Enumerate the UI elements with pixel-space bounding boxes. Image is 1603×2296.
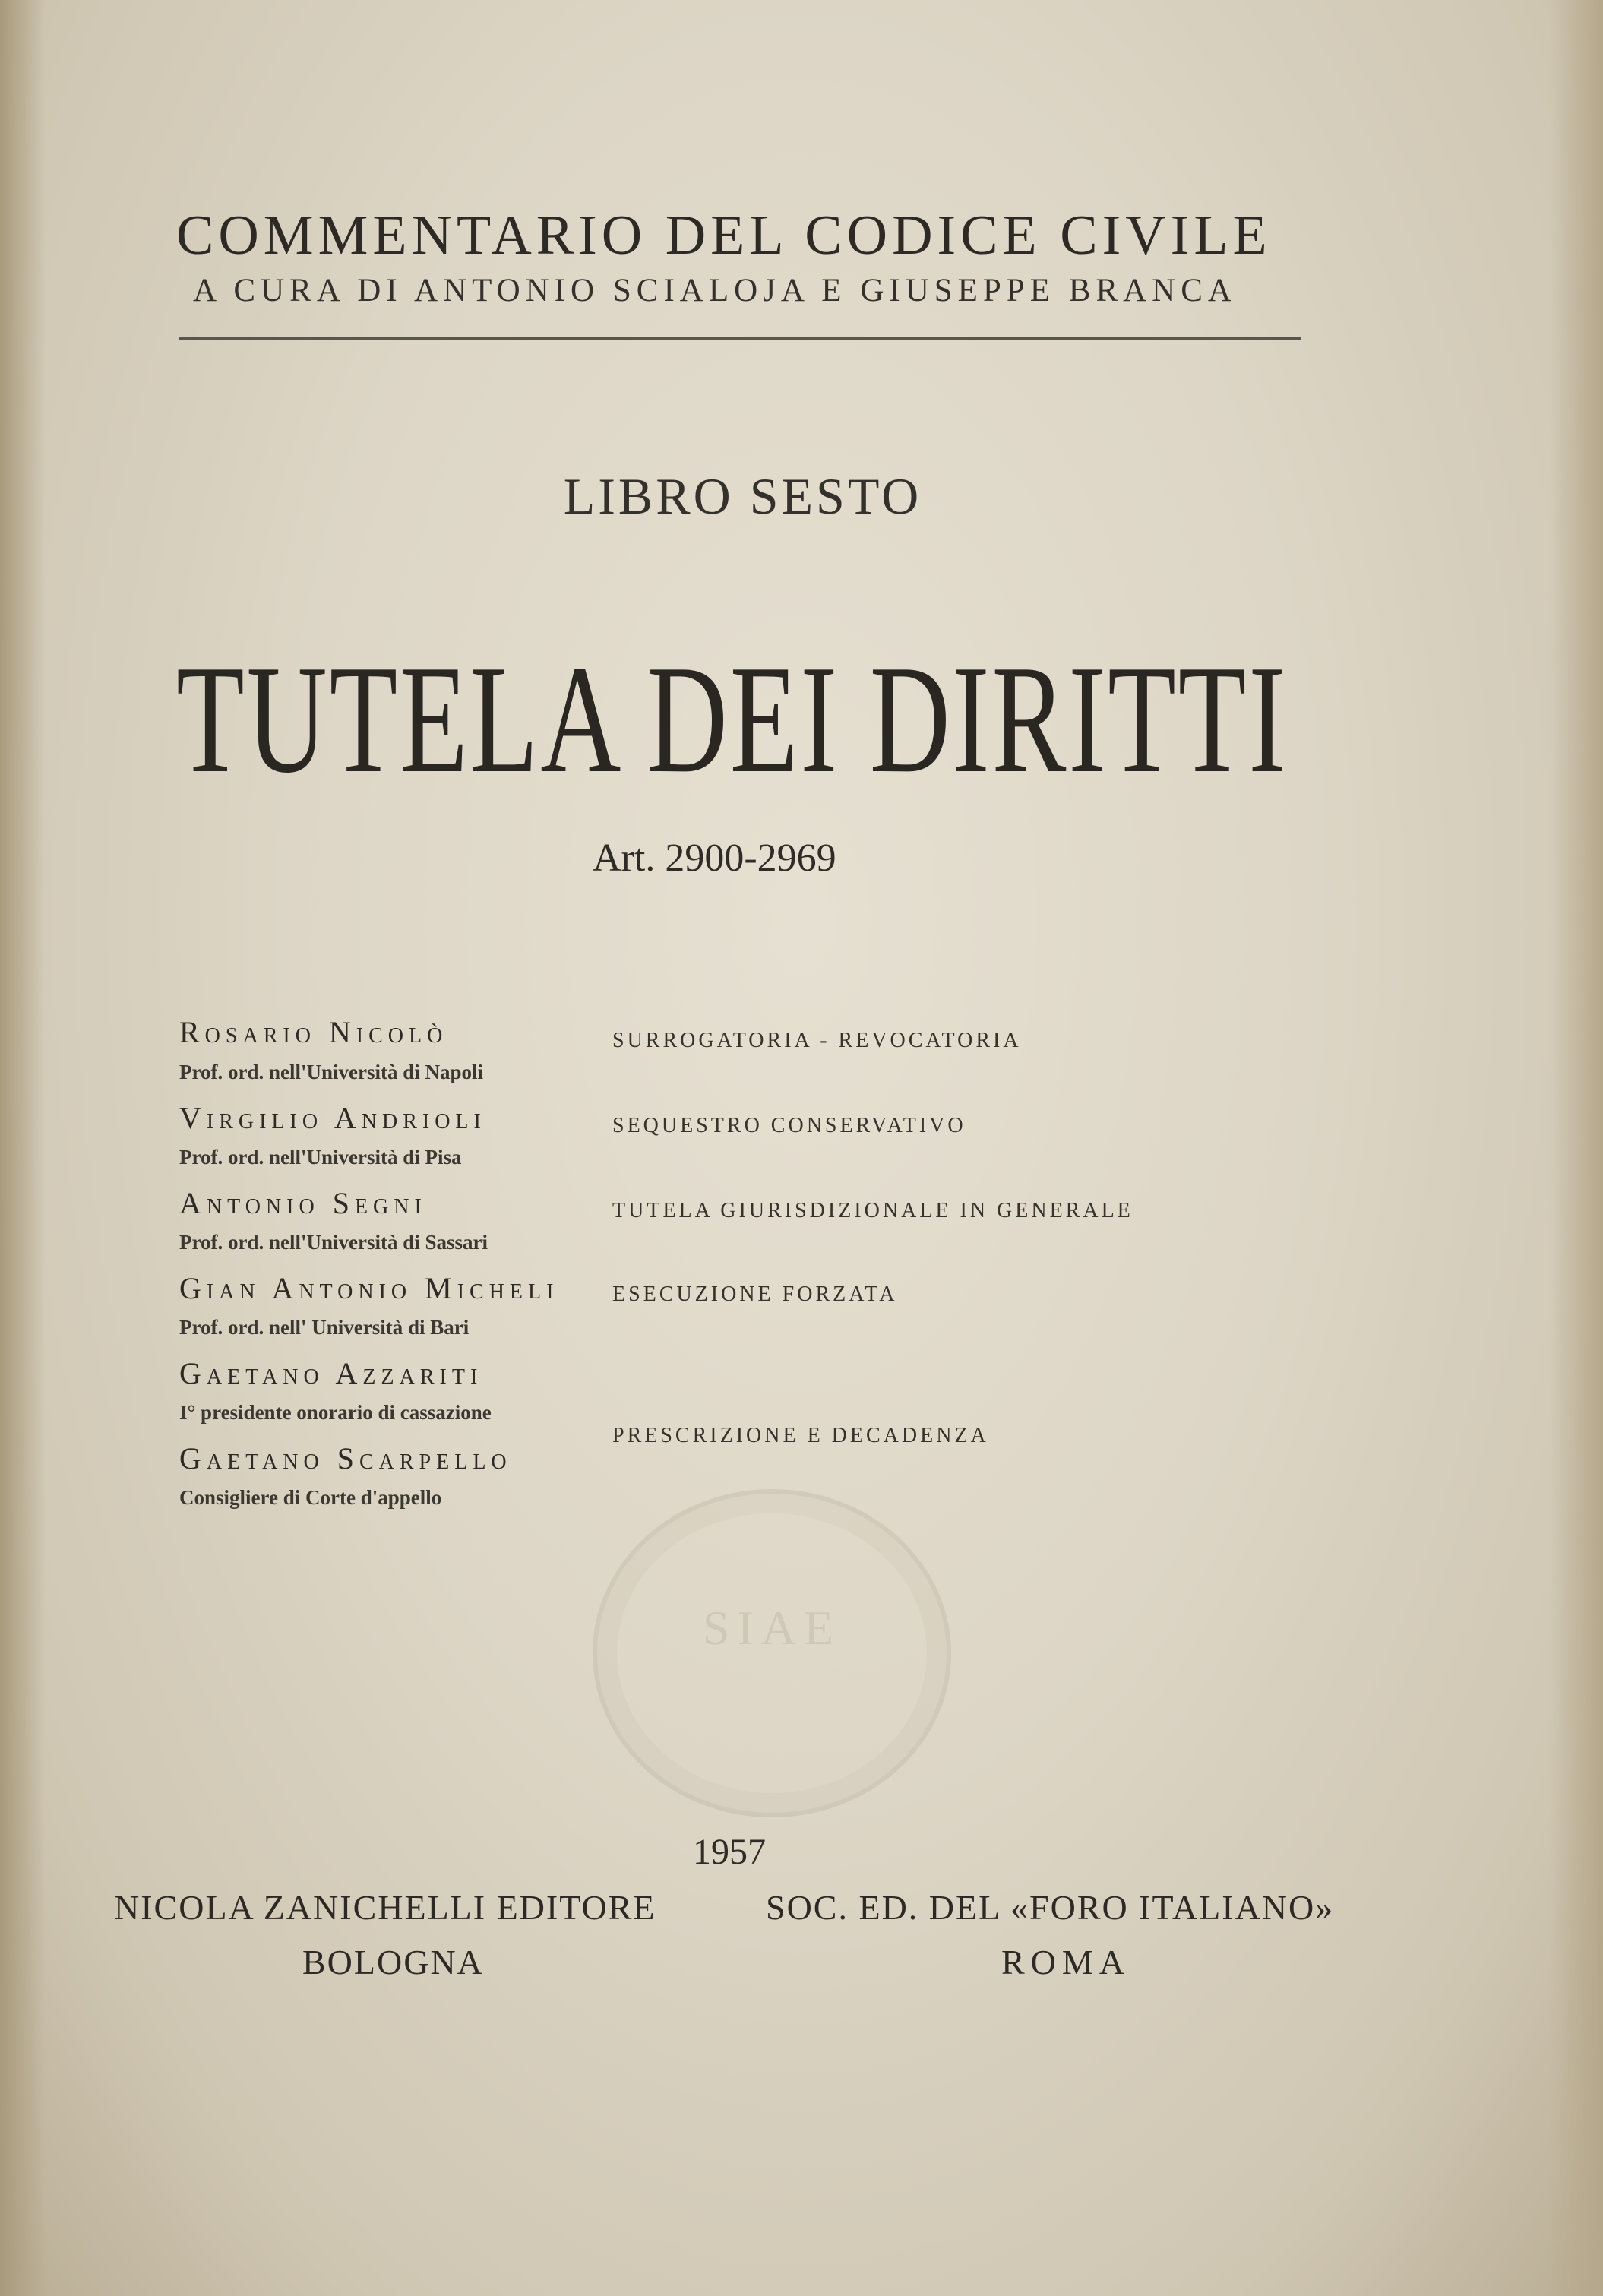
- author-name: Antonio Segni: [179, 1186, 427, 1220]
- publisher-left-city: BOLOGNA: [302, 1943, 484, 1981]
- publisher-right-name: SOC. ED. DEL «FORO ITALIANO»: [766, 1888, 1335, 1927]
- author-affiliation: Consigliere di Corte d'appello: [179, 1486, 442, 1509]
- book-label: LIBRO SESTO: [563, 467, 922, 525]
- author-affiliation: Prof. ord. nell'Università di Sassari: [179, 1231, 488, 1254]
- author-subject: ESECUZIONE FORZATA: [612, 1282, 898, 1306]
- shared-subject: PRESCRIZIONE E DECADENZA: [612, 1424, 989, 1447]
- publisher-right-city: ROMA: [1001, 1943, 1131, 1981]
- author-subject: TUTELA GIURISDIZIONALE IN GENERALE: [612, 1199, 1133, 1222]
- author-name: Gaetano Scarpello: [179, 1441, 512, 1475]
- author-subject: SEQUESTRO CONSERVATIVO: [612, 1114, 966, 1137]
- author-name: Gian Antonio Micheli: [179, 1271, 559, 1305]
- header-divider: [179, 337, 1301, 340]
- article-range: Art. 2900-2969: [593, 836, 836, 880]
- author-name: Rosario Nicolò: [179, 1015, 448, 1049]
- series-title: COMMENTARIO DEL CODICE CIVILE: [176, 204, 1272, 267]
- author-affiliation: Prof. ord. nell'Università di Pisa: [179, 1146, 462, 1169]
- publisher-left-name: NICOLA ZANICHELLI EDITORE: [114, 1888, 656, 1927]
- author-name: Gaetano Azzariti: [179, 1356, 483, 1390]
- author-affiliation: Prof. ord. nell'Università di Napoli: [179, 1061, 484, 1083]
- author-affiliation: I° presidente onorario di cassazione: [179, 1401, 492, 1424]
- author-affiliation: Prof. ord. nell' Università di Bari: [179, 1316, 470, 1339]
- publication-year: 1957: [693, 1832, 766, 1872]
- author-name: Virgilio Andrioli: [179, 1101, 486, 1135]
- page-edge-shadow-right: [1550, 0, 1603, 2296]
- page-edge-shadow-left: [0, 0, 46, 2296]
- book-title: TUTELA DEI DIRITTI: [176, 634, 1288, 805]
- author-subject: SURROGATORIA - REVOCATORIA: [612, 1029, 1022, 1052]
- faded-library-stamp: [593, 1489, 951, 1817]
- series-editors: A CURA DI ANTONIO SCIALOJA E GIUSEPPE BRANCA: [193, 273, 1237, 308]
- stamp-mark: SIAE: [702, 1601, 842, 1655]
